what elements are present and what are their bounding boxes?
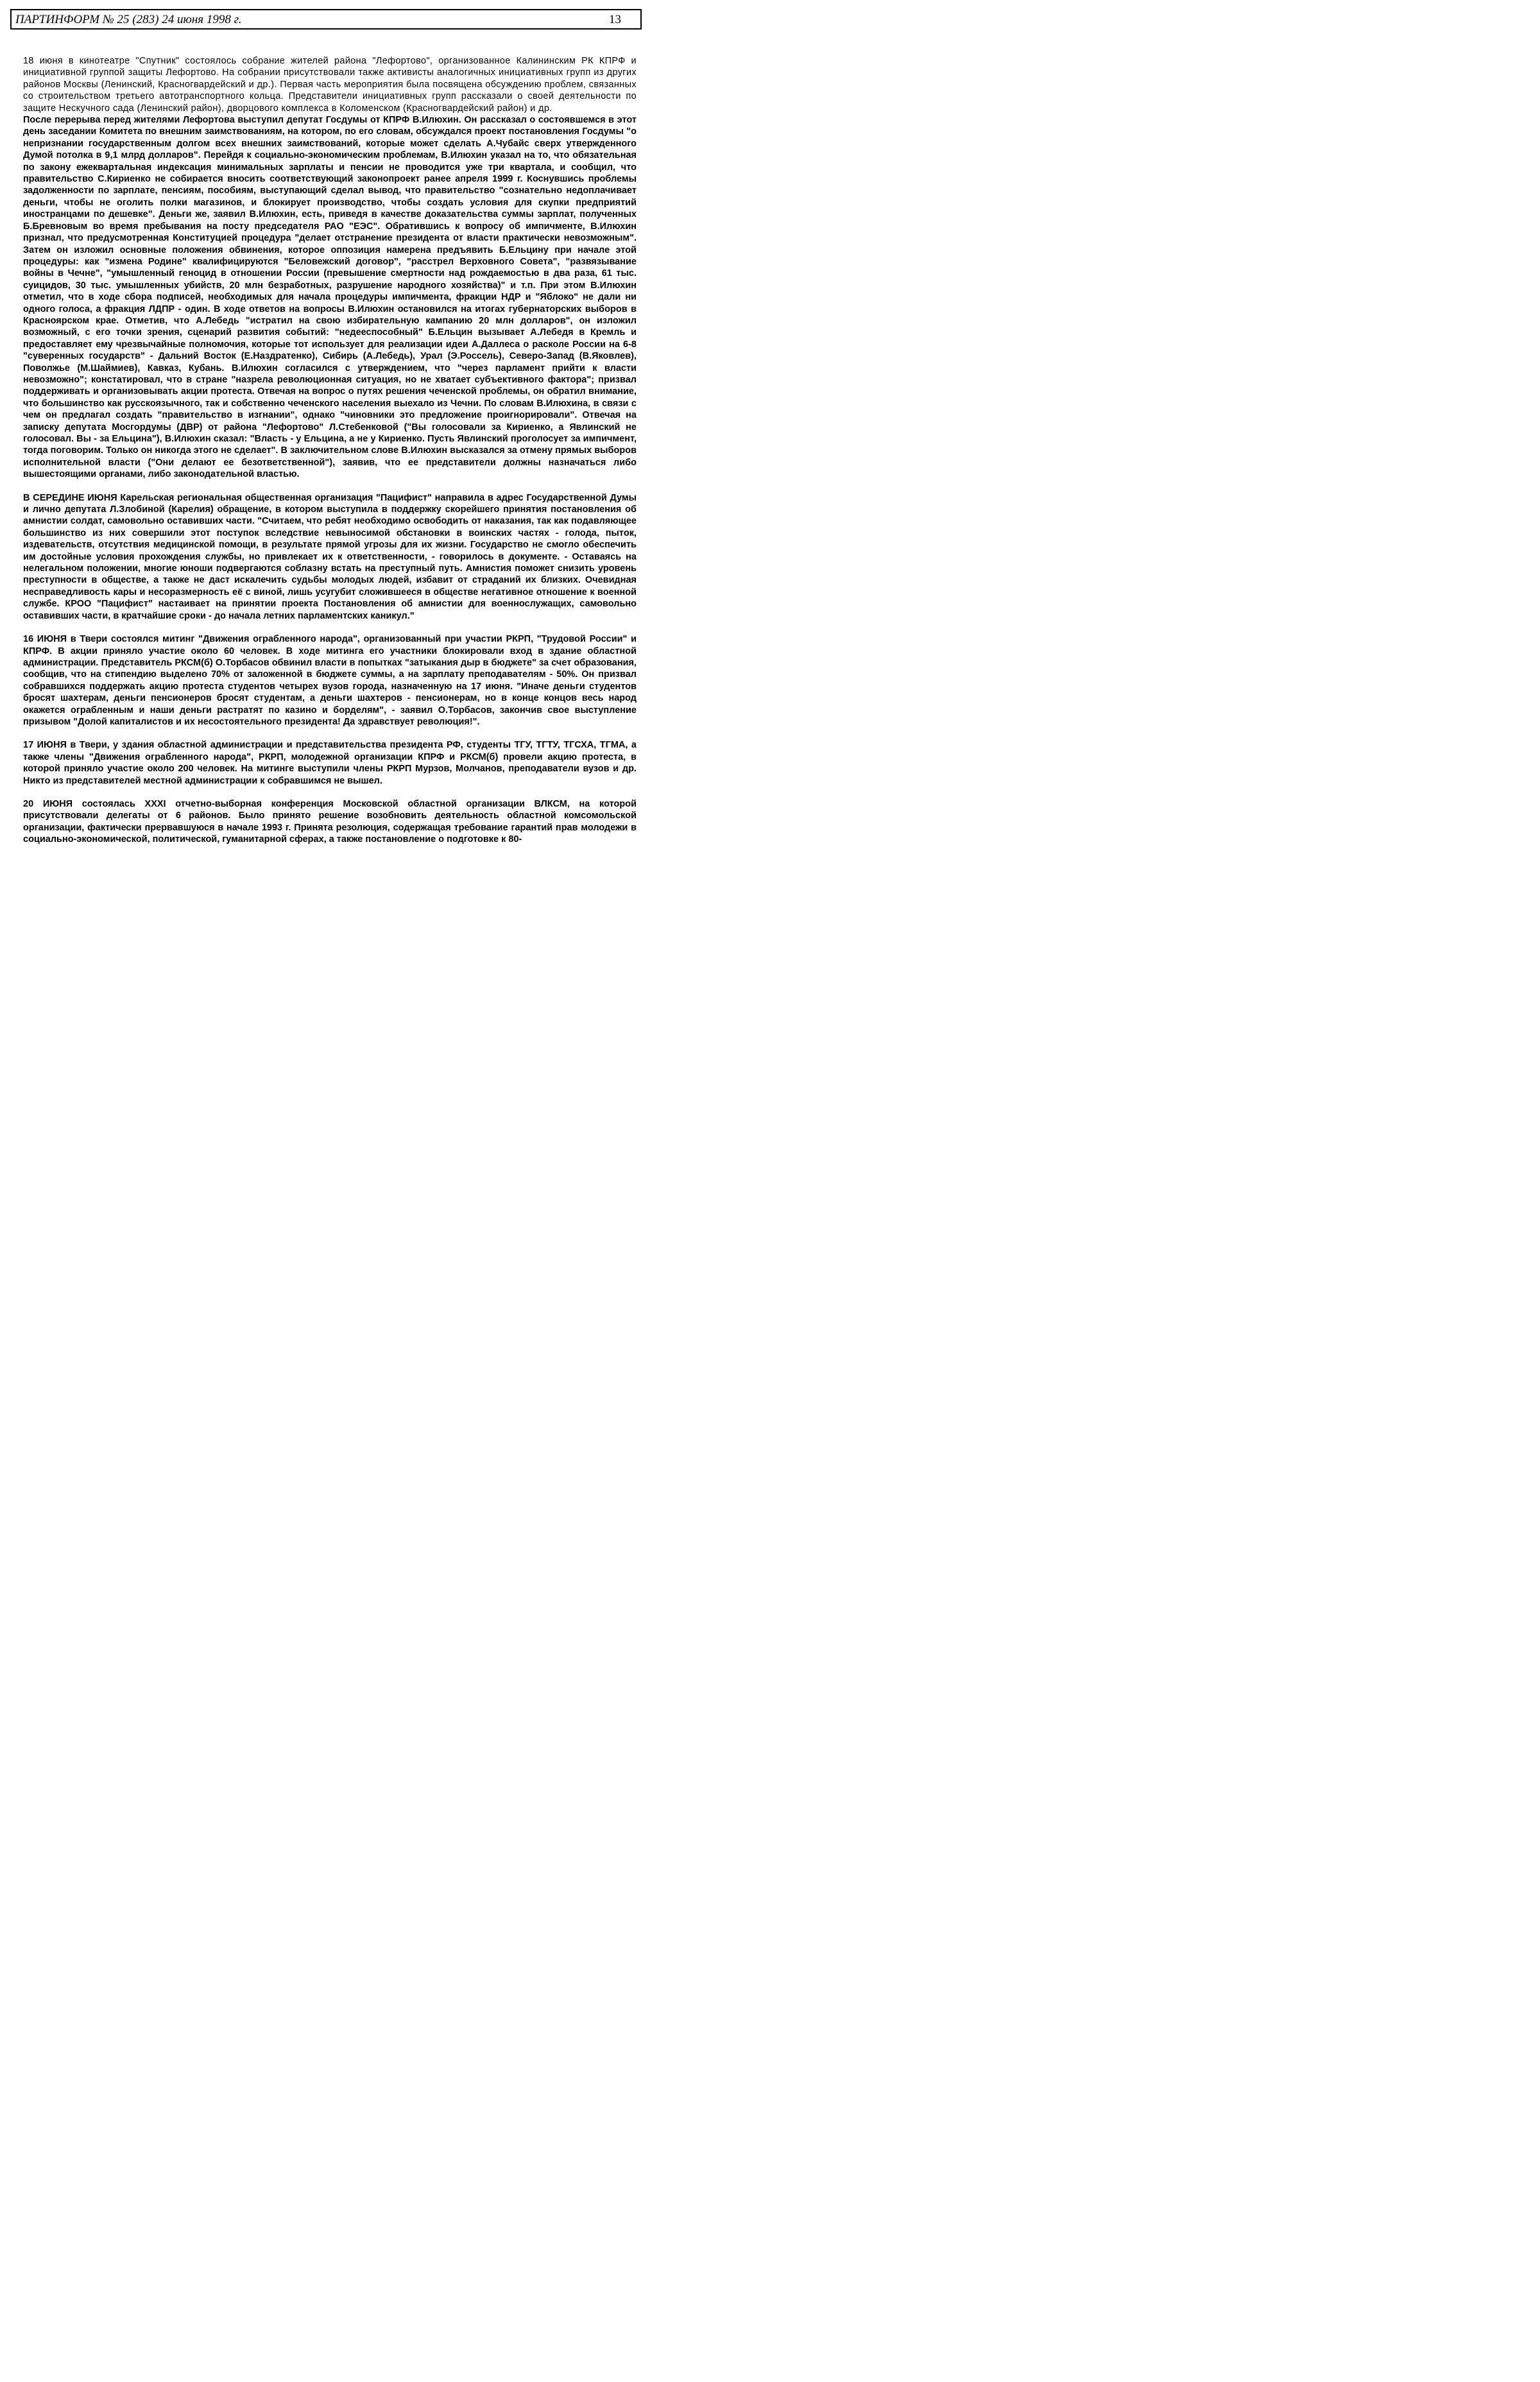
publication-title: ПАРТИНФОРМ № 25 (283) 24 июня 1998 г. [15, 13, 242, 26]
article-ilyukhin-speech: После перерыва перед жителями Лефортова выступил депутат Госдумы от КПРФ В.Илюхин. Он рассказал о состоявшемся в этот день заседании Комитета по внешним заимствованиям, на котором, по его словам, обсуждался проект постановления Госдумы "о непризнании государственным долгом всех внешних заимствований, которые может сделать А.Чубайс сверх утвержденного Думой потолка в 9,1 млрд долларов". Перейдя к социально-экономическим проблемам, В.Илюхин указал на то, что обязательная по закону ежеквартальная индексация минимальных зарплаты и пенсии не проводится уже три квартала, и сообщил, что правительство С.Кириенко не собирается вносить соответствующий законопроект ранее апреля 1999 г. Коснувшись проблемы задолженности по зарплате, пенсиям, пособиям, выступающий сделал вывод, что правительство "сознательно недоплачивает деньги, чтобы не оголить полки магазинов, и блокирует производство, чтобы создать условия для скупки предприятий иностранцами по дешевке". Деньги же, заявил В.Илюхин, есть, приведя в качестве доказательства суммы зарплат, полученных Б.Бревновым во время пребывания на посту председателя РАО "ЕЭС". Обратившись к вопросу об импичменте, В.Илюхин признал, что предусмотренная Конституцией процедура "делает отстранение президента от власти практически невозможным". Затем он изложил основные положения обвинения, которое оппозиция намерена предъявить Б.Ельцину при начале этой процедуры: как "измена Родине" квалифицируются "Беловежский договор", "расстрел Верховного Совета", "развязывание войны в Чечне", "умышленный геноцид в отношении России (превышение смертности над рождаемостью в два раза, 61 тыс. суицидов, 30 тыс. умышленных убийств, 20 млн безработных, разрушение народного хозяйства)" и т.п. При этом В.Илюхин отметил, что в ходе сбора подписей, необходимых для начала процедуры импичмента, фракции НДР и "Яблоко" не дали ни одного голоса, а фракция ЛДПР - один. В ходе ответов на вопросы В.Илюхин остановился на итогах губернаторских выборов в Красноярском крае. Отметив, что А.Лебедь "истратил на свою избирательную кампанию 20 млн долларов", он изложил возможный, с его точки зрения, сценарий развития событий: "недееспособный" Б.Ельцин вызывает А.Лебедя в Кремль и предоставляет ему чрезвычайные полномочия, которые тот использует для реализации идеи А.Даллеса о расколе России на 6-8 "суверенных государств" - Дальний Восток (Е.Наздратенко), Сибирь (А.Лебедь), Урал (Э.Россель), Северо-Запад (В.Яковлев), Поволжье (М.Шаймиев), Кавказ, Кубань. В.Илюхин согласился с утверждением, что "через парламент прийти к власти невозможно"; констатировал, что в стране "назрела революционная ситуация, но не хватает субъективного фактора"; призвал поддерживать и организовывать акции протеста. Отвечая на вопрос о путях решения чеченской проблемы, он обратил внимание, что большинство как русскоязычного, так и собственно чеченского населения выехало из Чечни. По словам В.Илюхина, в связи с чем он предлагал создать "правительство в изгнании", однако "чиновники это предложение проигнорировали". Отвечая на записку депутата Мосгордумы (ДВР) от района "Лефортово" Л.Стебенковой ("Вы голосовали за Кириенко, а Явлинский не голосовал. Вы - за Ельцина"), В.Илюхин сказал: "Власть - у Ельцина, а не у Кириенко. Пусть Явлинский проголосует за импичмент, тогда поговорим. Только он никогда этого не сделает". В заключительном слове В.Илюхин высказался за отмену прямых выборов исполнительной власти ("Они делают ее безответственной"), заявив, что ее представители должны назначаться либо вышестоящими органами, либо законодательной властью. [23, 115, 637, 480]
page-number: 13 [609, 13, 621, 26]
article-lefortovo-meeting: 18 июня в кинотеатре "Спутник" состоялось собрание жителей района "Лефортово", организованное Калининским РК КПРФ и инициативной группой защиты Лефортово. На собрании присутствовали также активисты аналогичных инициативных групп из других районов Москвы (Ленинский, Красногвардейский и др.). Первая часть мероприятия была посвящена обсуждению проблем, связанных со строительством третьего автотранспортного кольца. Представители инициативных групп рассказали о своей деятельности по защите Нескучного сада (Ленинский район), дворцового комплекса в Коломенском (Красногвардейский район) и др. [23, 56, 637, 114]
article-tver-june-16: 16 ИЮНЯ в Твери состоялся митинг "Движения ограбленного народа", организованный при участии РКРП, "Трудовой России" и КПРФ. В акции приняло участие около 60 человек. В ходе митинга его участники блокировали вход в здание областной администрации. Представитель РКСМ(б) О.Торбасов обвинил власти в попытках "затыкания дыр в бюджете" за счет образования, сообщив, что на стипендию выделено 70% от заложенной в бюджете суммы, а на зарплату преподавателям - 50%. Он призвал собравшихся поддержать акцию протеста студентов четырех вузов города, назначенную на 17 июня. "Иначе деньги студентов бросят шахтерам, деньги пенсионеров бросят студентам, а деньги шахтеров - пенсионерам, но в конце концов весь народ окажется ограбленным и наши деньги растратят по казино и борделям", - заявил О.Торбасов, закончив свое выступление призывом "Долой капиталистов и их несостоятельного президента! Да здравствует революция!". [23, 634, 637, 727]
paragraph-gap [23, 622, 637, 633]
page-content [23, 55, 637, 846]
paragraph-gap [23, 481, 637, 492]
article-tver-june-17: 17 ИЮНЯ в Твери, у здания областной администрации и представительства президента РФ, студенты ТГУ, ТГТУ, ТГСХА, ТГМА, а также члены "Движения ограбленного народа", РКРП, молодежной организации КПРФ и РКСМ(б) провели акцию протеста, в которой приняло участие около 200 человек. На митинге выступили члены РКРП Мурзов, Молчанов, преподаватели вузов и др. Никто из представителей местной администрации к собравшимся не вышел. [23, 740, 637, 786]
article-vlksm-conference: 20 ИЮНЯ состоялась XXXI отчетно-выборная конференция Московской областной организации ВЛКСМ, на которой присутствовали делегаты от 6 районов. Было принято решение возобновить деятельность областной комсомольской организации, фактически прервавшуюся в начале 1993 г. Принята резолюция, содержащая требование гарантий прав молодежи в социально-экономической, политической, гуманитарной сферах, а также постановление о подготовке к 80- [23, 798, 637, 845]
page-header [10, 9, 642, 30]
paragraph-gap [23, 728, 637, 739]
paragraph-gap [23, 787, 637, 798]
article-pacifist-appeal: В СЕРЕДИНЕ ИЮНЯ Карельская региональная общественная организация "Пацифист" направила в адрес Государственной Думы и лично депутата Л.Злобиной (Карелия) обращение, в котором выступила в поддержку скорейшего принятия постановления об амнистии солдат, самовольно оставивших части. "Считаем, что ребят необходимо освободить от наказания, так как подавляющее большинство из них совершили этот поступок вследствие невыносимой обстановки в воинских частях - голода, пыток, издевательств, отсутствия медицинской помощи, в результате прямой угрозы для их жизни. Государство не смогло обеспечить им достойные условия прохождения службы, но привлекает их к ответственности, - говорилось в документе. - Оставаясь на нелегальном положении, многие юноши подвергаются соблазну встать на преступный путь. Амнистия поможет снизить уровень преступности в обществе, а также не даст искалечить судьбы молодых людей, избавит от страданий их близких. Очевидная несправедливость кары и несоразмерность её с виной, лишь усугубит сложившееся в обществе негативное отношение к военной службе. КРОО "Пацифист" настаивает на принятии проекта Постановления об амнистии для военнослужащих, самовольно оставивших части, в кратчайшие сроки - до начала летних парламентских каникул." [23, 492, 637, 621]
